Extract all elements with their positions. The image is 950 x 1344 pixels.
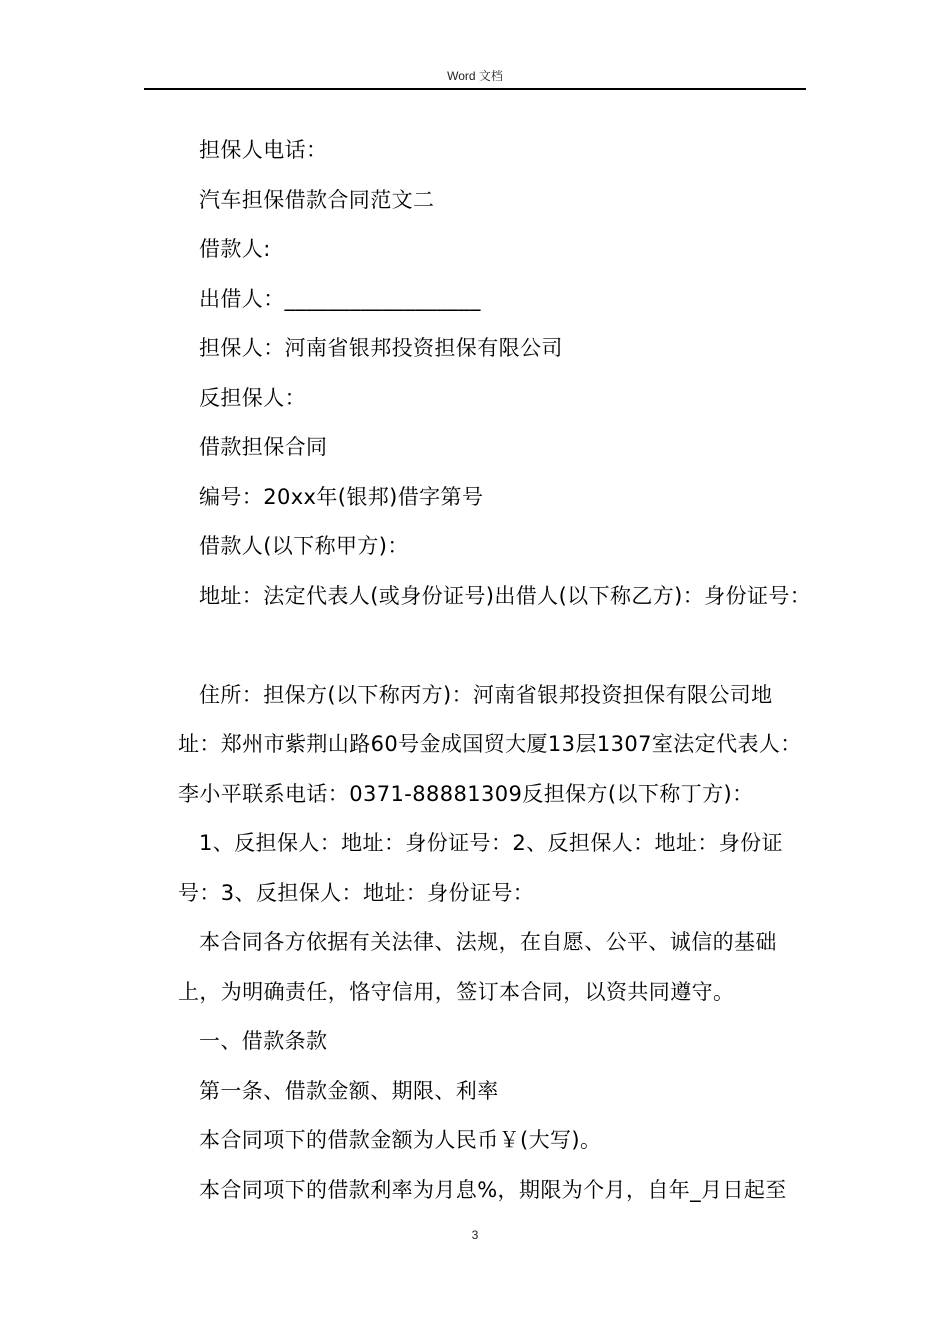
paragraph: 借款人(以下称甲方)：	[199, 534, 409, 558]
paragraph: 汽车担保借款合同范文二	[199, 187, 435, 212]
paragraph: 本合同项下的借款金额为人民币￥(大写)。	[199, 1128, 602, 1152]
page-number: 3	[471, 1228, 479, 1242]
paragraph: 第一条、借款金额、期限、利率	[199, 1078, 499, 1103]
paragraph: 借款担保合同	[199, 435, 328, 459]
paragraph: 本合同项下的借款利率为月息%，期限为个月，自年_月日起至	[199, 1177, 787, 1202]
page-header	[144, 66, 806, 90]
paragraph: 住所：担保方(以下称丙方)：河南省银邦投资担保有限公司地址：郑州市紫荆山路60号金成国贸大厦13层1307室法定代表人：李小平联系电话：0371-88881309反担保方(以下称丁方)：	[178, 682, 802, 806]
paragraph: 一、借款条款	[199, 1029, 328, 1053]
document-body	[178, 126, 810, 1215]
blank-line	[178, 621, 810, 671]
paragraph: 出借人：__________________	[199, 286, 481, 311]
paragraph: 担保人电话：	[199, 138, 328, 162]
paragraph: 地址：法定代表人(或身份证号)出借人(以下称乙方)：身份证号：	[199, 583, 812, 608]
paragraph: 担保人：河南省银邦投资担保有限公司	[199, 336, 563, 360]
paragraph: 反担保人：	[199, 385, 306, 410]
paragraph: 编号：20xx年(银邦)借字第号	[199, 484, 484, 509]
paragraph: 1、反担保人：地址：身份证号：2、反担保人：地址：身份证号：3、反担保人：地址：身份证号：	[178, 831, 783, 905]
paragraph: 借款人:	[199, 237, 271, 261]
paragraph: 本合同各方依据有关法律、法规，在自愿、公平、诚信的基础上，为明确责任，恪守信用，签订本合同，以资共同遵守。	[178, 930, 777, 1004]
header-title: Word 文档	[447, 69, 503, 83]
